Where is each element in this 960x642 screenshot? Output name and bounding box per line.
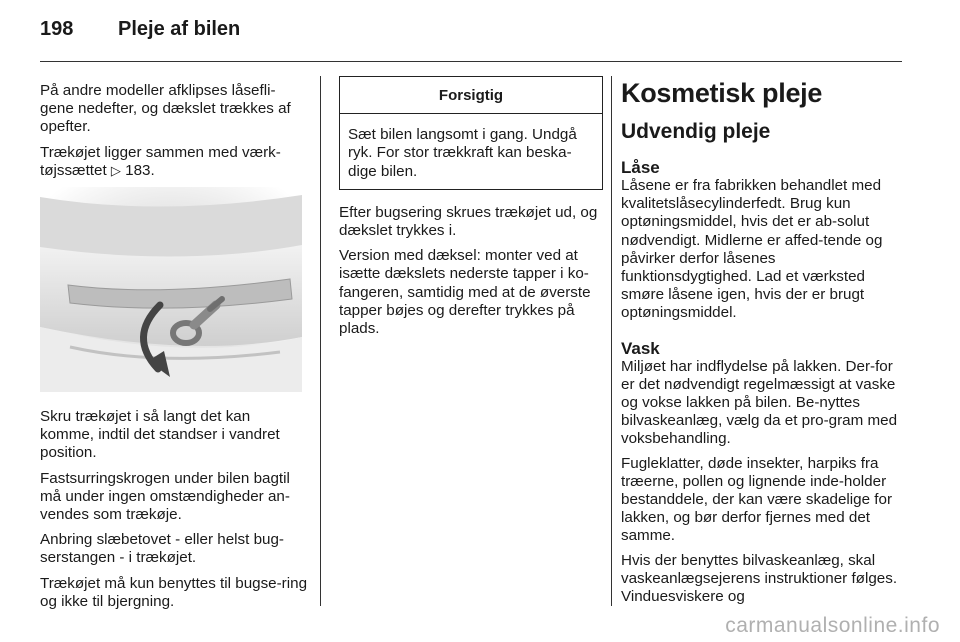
paragraph: Efter bugsering skrues trækøjet ud, og dækslet trykkes i. xyxy=(339,203,598,240)
page-number: 198 xyxy=(40,18,74,40)
paragraph: På andre modeller afklipses låsefli-gene nedefter, og dækslet trækkes af opefter. xyxy=(40,82,291,136)
paragraph xyxy=(40,144,308,180)
subsection-heading: Udvendig pleje xyxy=(621,120,771,143)
paragraph: Fastsurringskrogen under bilen bagtil må under ingen omstændigheder an-vendes som trækøje. xyxy=(40,469,290,524)
column-divider xyxy=(320,76,321,606)
paragraph: Miljøet har indflydelse på lakken. Der-for er det nødvendigt regelmæssigt at vaske og vokse lakken på bilen. Be-nyttes bilvaskeanlæg, vælg da et pro-gram med voksbehandling. xyxy=(621,357,898,448)
page-ref-link[interactable]: 183. xyxy=(125,161,155,179)
paragraph: Skru trækøjet i så langt det kan komme, indtil det standser i vandret position. xyxy=(40,408,280,462)
paragraph-text: Trækøjet ligger sammen med værk-tøjssættet xyxy=(40,143,281,179)
column-3 xyxy=(621,76,905,612)
page-ref-arrow-icon: ▷ xyxy=(110,162,121,178)
caution-box xyxy=(339,76,603,190)
column-1 xyxy=(40,82,308,618)
watermark: carmanualsonline.info xyxy=(725,614,940,637)
paragraph: Fugleklatter, døde insekter, harpiks fra træerne, pollen og lignende inde-holder bestanddele, der kan være skadelige for lakken, og bør derfor fjernes med det samme. xyxy=(621,454,893,545)
column-divider xyxy=(611,76,612,606)
paragraph: Låsene er fra fabrikken behandlet med kvalitetslåsecylinderfedt. Brug kun optøningsmiddel, hvis det er ab-solut nødvendigt. Midlerne er affed-tende og påvirker derfor låsenes funktionsdygtighed. Lad et værksted smøre låsene igen, hvis der er brugt optøningsmiddel. xyxy=(621,177,883,322)
caution-title: Forsigtig xyxy=(340,77,602,114)
paragraph: Hvis der benyttes bilvaskeanlæg, skal vaskeanlægsejerens instruktioner følges. Vinduesviskere og xyxy=(621,551,898,606)
section-heading: Kosmetisk pleje xyxy=(621,78,823,108)
column-2 xyxy=(339,76,603,345)
caution-text: Sæt bilen langsomt i gang. Undgå ryk. For stor trækkraft kan beska-dige bilen. xyxy=(348,126,577,180)
topic-heading-locks: Låse xyxy=(621,158,660,177)
paragraph: Trækøjet må kun benyttes til bugse-ring og ikke til bjergning. xyxy=(40,574,308,610)
topic-heading-wash: Vask xyxy=(621,338,660,358)
tow-eye-illustration xyxy=(40,187,302,392)
header-rule xyxy=(40,61,902,62)
page-title: Pleje af bilen xyxy=(118,18,241,40)
paragraph: Anbring slæbetovet - eller helst bug-serstangen - i trækøjet. xyxy=(40,531,284,567)
paragraph: Version med dæksel: monter ved at isætte dækslets nederste tapper i ko-fangeren, samtidig med at de øverste tapper bøjes og derefter trykkes på plads. xyxy=(339,247,591,338)
